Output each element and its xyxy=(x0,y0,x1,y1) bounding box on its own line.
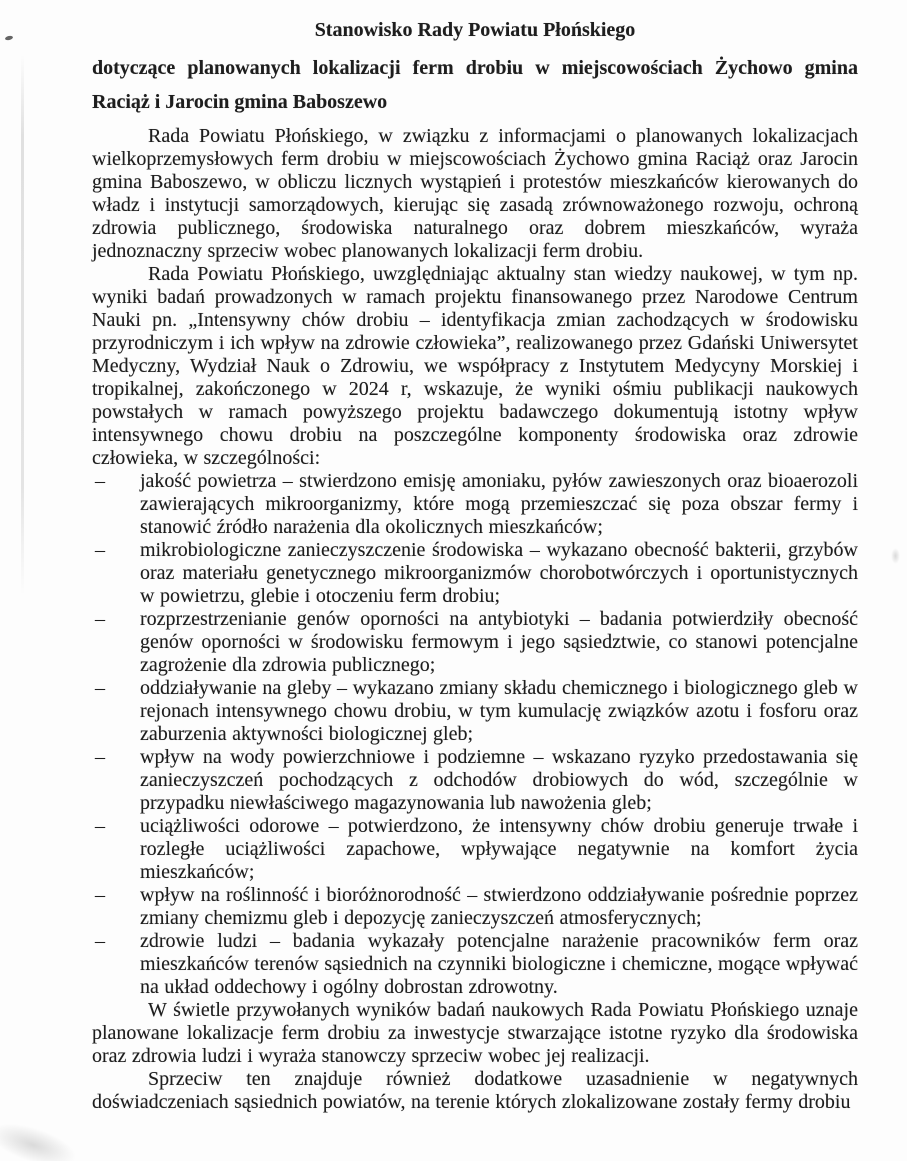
finding-item-microbiological xyxy=(92,539,858,608)
finding-item-antibiotic-resistance xyxy=(92,608,858,677)
finding-item-text: rozprzestrzenianie genów oporności na antybiotyki – badania potwierdziły obecność genów oporności w środowisku fermowym i jego sąsiedztwie, co stanowi potencjalne zagrożenie dla zdrowia publicznego; xyxy=(140,608,858,676)
dash-marker: – xyxy=(95,539,105,561)
scan-mark-artifact xyxy=(891,548,900,564)
document-content xyxy=(92,18,858,1114)
dash-marker: – xyxy=(95,677,105,699)
dash-marker: – xyxy=(95,930,105,952)
finding-item-air-quality xyxy=(92,470,858,539)
finding-item-text: zdrowie ludzi – badania wykazały potencjalne narażenie pracowników ferm oraz mieszkańców terenów sąsiednich na czynniki biologiczne i chemiczne, mogące wpływać na układ oddechowy i ogólny dobrostan zdrowotny. xyxy=(140,930,858,998)
finding-item-text: oddziaływanie na gleby – wykazano zmiany składu chemicznego i biologicznego gleb w rejonach intensywnego chowu drobiu, w tym kumulację związków azotu i fosforu oraz zaburzenia aktywności biologicznej gleb; xyxy=(140,677,858,745)
dash-marker: – xyxy=(95,746,105,768)
finding-item-human-health xyxy=(92,930,858,999)
scan-speck-artifact xyxy=(5,35,14,41)
finding-item-text: wpływ na wody powierzchniowe i podziemne – wskazano ryzyko przedostawania się zanieczyszczeń pochodzących z odchodów drobiowych do wód, szczególnie w przypadku niewłaściwego magazynowania lub nawożenia gleb; xyxy=(140,746,858,814)
findings-list xyxy=(92,470,858,999)
paragraph-neighboring-counties: Sprzeciw ten znajduje również dodatkowe uzasadnienie w negatywnych doświadczeniach sąsiednich powiatów, na terenie których zlokalizowane zostały fermy drobiu xyxy=(92,1068,858,1113)
finding-item-text: jakość powietrza – stwierdzono emisję amoniaku, pyłów zawieszonych oraz bioaerozoli zawierających mikroorganizmy, które mogą przemieszczać się poza obszar fermy i stanowić źródło narażenia dla okolicznych mieszkańców; xyxy=(140,470,858,538)
dash-marker: – xyxy=(95,608,105,630)
scan-smudge-artifact xyxy=(0,1115,81,1161)
dash-marker: – xyxy=(95,815,105,837)
dash-marker: – xyxy=(95,470,105,492)
document-title: Stanowisko Rady Powiatu Płońskiego xyxy=(314,19,636,41)
paragraph-research-project: Rada Powiatu Płońskiego, uwzględniając aktualny stan wiedzy naukowej, w tym np. wyniki badań prowadzonych w ramach projektu finansowanego przez Narodowe Centrum Nauki pn. „Intensywny chów drobiu – identyfikacja zmian zachodzących w środowisku przyrodniczym i ich wpływ na zdrowie człowieka”, realizowanego przez Gdański Uniwersytet Medyczny, Wydział Nauk o Zdrowiu, we współpracy z Instytutem Medycyny Morskiej i tropikalnej, zakończonego w 2024 r, wskazuje, że wyniki ośmiu publikacji naukowych powstałych w ramach powyższego projektu badawczego dokumentują istotny wpływ intensywnego chowu drobiu na poszczególne komponenty środowiska oraz zdrowie człowieka, w szczególności: xyxy=(92,263,858,469)
finding-item-text: mikrobiologiczne zanieczyszczenie środowiska – wykazano obecność bakterii, grzybów oraz materiału genetycznego mikroorganizmów chorobotwórczych i oportunistycznych w powietrzu, glebie i otoczeniu ferm drobiu; xyxy=(140,539,858,607)
finding-item-text: uciążliwości odorowe – potwierdzono, że intensywny chów drobiu generuje trwałe i rozległe uciążliwości zapachowe, wpływające negatywnie na komfort życia mieszkańców; xyxy=(140,815,858,883)
finding-item-soils xyxy=(92,677,858,746)
paragraph-intro-opposition: Rada Powiatu Płońskiego, w związku z informacjami o planowanych lokalizacjach wielkoprzemysłowych ferm drobiu w miejscowościach Żychowo gmina Raciąż oraz Jarocin gmina Baboszewo, w obliczu licznych wystąpień i protestów mieszkańców kierowanych do władz i instytucji samorządowych, kierując się zasadą zrównoważonego rozwoju, ochroną zdrowia publicznego, środowiska naturalnego oraz dobrem mieszkańców, wyraża jednoznaczny sprzeciw wobec planowanych lokalizacji ferm drobiu. xyxy=(92,125,858,262)
document-subtitle: dotyczące planowanych lokalizacji ferm drobiu w miejscowościach Żychowo gmina Raciąż i Jarocin gmina Baboszewo xyxy=(92,57,858,113)
finding-item-odor xyxy=(92,815,858,884)
finding-item-text: wpływ na roślinność i bioróżnorodność – stwierdzono oddziaływanie pośrednie poprzez zmiany chemizmu gleb i depozycję zanieczyszczeń atmosferycznych; xyxy=(140,884,858,929)
paragraph-conclusion: W świetle przywołanych wyników badań naukowych Rada Powiatu Płońskiego uznaje planowane lokalizacje ferm drobiu za inwestycje stwarzające istotne ryzyko dla środowiska oraz zdrowia ludzi i wyraża stanowczy sprzeciw wobec jej realizacji. xyxy=(92,999,858,1067)
finding-item-waters xyxy=(92,746,858,815)
finding-item-vegetation-biodiversity xyxy=(92,884,858,930)
dash-marker: – xyxy=(95,884,105,906)
scan-edge-line-artifact xyxy=(21,55,24,595)
